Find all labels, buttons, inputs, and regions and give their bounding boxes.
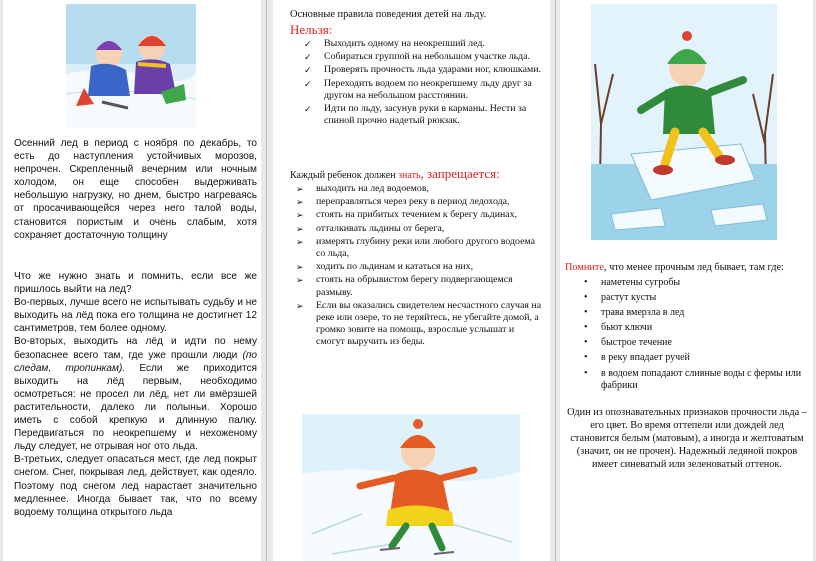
weak-ice-places-list xyxy=(584,277,812,395)
list-item: ➢ стоять на прибитых течением к берегу льдинах, xyxy=(296,209,518,221)
advice-second xyxy=(14,335,257,453)
banned-list xyxy=(294,183,544,350)
arrow-icon: ➢ xyxy=(296,236,304,247)
list-item: ➢ измерять глубину реки или любого другого водоема со льда, xyxy=(296,235,536,260)
question-heading: Что же нужно знать и помнить, если все же пришлось выйти на лед? xyxy=(14,271,257,296)
list-item: ➢ стоять на обрывистом берегу подвергающемся размыву. xyxy=(296,274,513,298)
arrow-icon: ➢ xyxy=(296,210,304,221)
panel-divider xyxy=(266,0,267,561)
autumn-ice-paragraph: Осенний лед в период с ноября по декабрь, то есть до наступления устойчивых морозов, непрочен. Скрепленный вечерним или ночным холодом, он еще способен выдерживать небольшую нагрузку, но днем, быстро нагреваясь от просачивающейся через него талой воды, становится пористым и очень слабым, хотя сохраняет достаточную толщину xyxy=(14,138,257,241)
bullet-icon: • xyxy=(584,277,588,288)
rules-heading: Основные правила поведения детей на льду. xyxy=(290,9,487,20)
check-icon: ✓ xyxy=(304,39,312,49)
forbidden-heading: Нельзя: xyxy=(290,22,333,37)
arrow-icon: ➢ xyxy=(296,223,304,234)
bullet-icon: • xyxy=(584,322,588,334)
ice-color-paragraph: Один из опознавательных признаков прочности льда – его цвет. Во время оттепели или дождей лед становится белым (матовым), а иногда и желтоватым (значит, он не прочен). Надежный ледяной покров имеет синеватый или зеленоватый оттенок. xyxy=(567,407,807,470)
advice-third: В-третьих, следует опасаться мест, где лед покрыт снегом. Снег, покрывая лед, действует, как одеяло. Поэтому под снегом лед нарастает значительно медленнее. Иногда бывает так, что по всему водоему толщина открытого льда xyxy=(14,454,257,518)
arrow-icon: ➢ xyxy=(296,275,304,286)
arrow-icon: ➢ xyxy=(296,300,304,311)
bullet-icon: • xyxy=(584,367,588,379)
bullet-icon: • xyxy=(584,352,588,364)
list-item: • быстрое течение xyxy=(584,337,672,349)
list-item: ➢ переправляться через реку в период ледохода, xyxy=(296,196,510,208)
list-item: • растут кусты xyxy=(584,292,657,304)
bullet-icon: • xyxy=(584,292,588,304)
list-item: ✓ Собираться группой на небольшом участке льда. xyxy=(304,51,530,63)
bullet-icon: • xyxy=(584,337,588,349)
boy-on-ice-floe-illustration xyxy=(591,4,777,240)
advice-first: Во-первых, лучше всего не испытывать судьбу и не выходить на лёд пока его толщина не достигнет 12 сантиметров, тем более одному. xyxy=(14,297,257,335)
advice-second-text: Во-вторых, выходить на лёд и идти по нему безопаснее всего там, где уже прошли люди xyxy=(14,336,257,361)
list-item: ➢ выходить на лед водоемов, xyxy=(296,183,429,194)
panel-divider xyxy=(555,0,556,561)
child-must-know-heading: Каждый ребенок должен знать, запрещается: xyxy=(290,166,500,181)
panel-middle xyxy=(273,0,550,561)
advice-second-italic: (по следам, тропинкам). xyxy=(14,349,257,374)
list-item: ✓ Проверять прочность льда ударами ног, клюшками. xyxy=(304,64,541,76)
list-item: • в водоем попадают сливные воды с фермы или фабрики xyxy=(584,367,802,392)
list-item: ✓ Выходить одному на неокрепший лед. xyxy=(304,38,485,49)
list-item: • наметены сугробы xyxy=(584,277,681,288)
advice-block xyxy=(14,270,257,519)
check-icon: ✓ xyxy=(304,104,312,115)
list-item: ✓ Идти по льду, засунув руки в карманы. Нести за спиной прочно надетый рюкзак. xyxy=(304,103,527,127)
list-item: • трава вмерзла в лед xyxy=(584,307,685,319)
arrow-icon: ➢ xyxy=(296,197,304,208)
advice-second-rest: Если же приходится выходить на лёд первым, необходимо осмотреться: не просел ли лёд, нет ли вмёрзшей растительности, далеко ли полыньи. Хорошо иметь с собой крепкую и длинную палку. Передвигаться по неокрепшему и нехоженому льду следует, не отрывая ног ото льда. xyxy=(14,362,257,453)
list-item: ➢ ходить по льдинам и кататься на них, xyxy=(296,261,474,273)
list-item: ➢ отталкивать льдины от берега, xyxy=(296,222,445,234)
panel-right xyxy=(560,0,813,561)
arrow-icon: ➢ xyxy=(296,184,304,194)
remember-heading: Помните, что менее прочным лед бывает, там где: xyxy=(565,262,784,273)
girl-skating-illustration xyxy=(302,414,520,561)
arrow-icon: ➢ xyxy=(296,262,304,273)
check-icon: ✓ xyxy=(304,52,312,63)
list-item: • бьют ключи xyxy=(584,322,653,334)
children-on-ice-illustration xyxy=(66,4,196,128)
check-icon: ✓ xyxy=(304,65,312,76)
check-icon: ✓ xyxy=(304,78,312,89)
bullet-icon: • xyxy=(584,307,588,319)
panel-left xyxy=(3,0,261,561)
list-item: • в реку впадает ручей xyxy=(584,352,690,364)
list-item: ➢ Если вы оказались свидетелем несчастного случая на реке или озере, то не теряйтесь, не убегайте домой, а громко зовите на помощь, взрослые услышат и смогут выручить из беды. xyxy=(296,299,542,348)
list-item: ✓ Переходить водоем по неокрепшему льду друг за другом на небольшом расстоянии. xyxy=(304,77,532,101)
forbidden-list xyxy=(299,38,547,128)
